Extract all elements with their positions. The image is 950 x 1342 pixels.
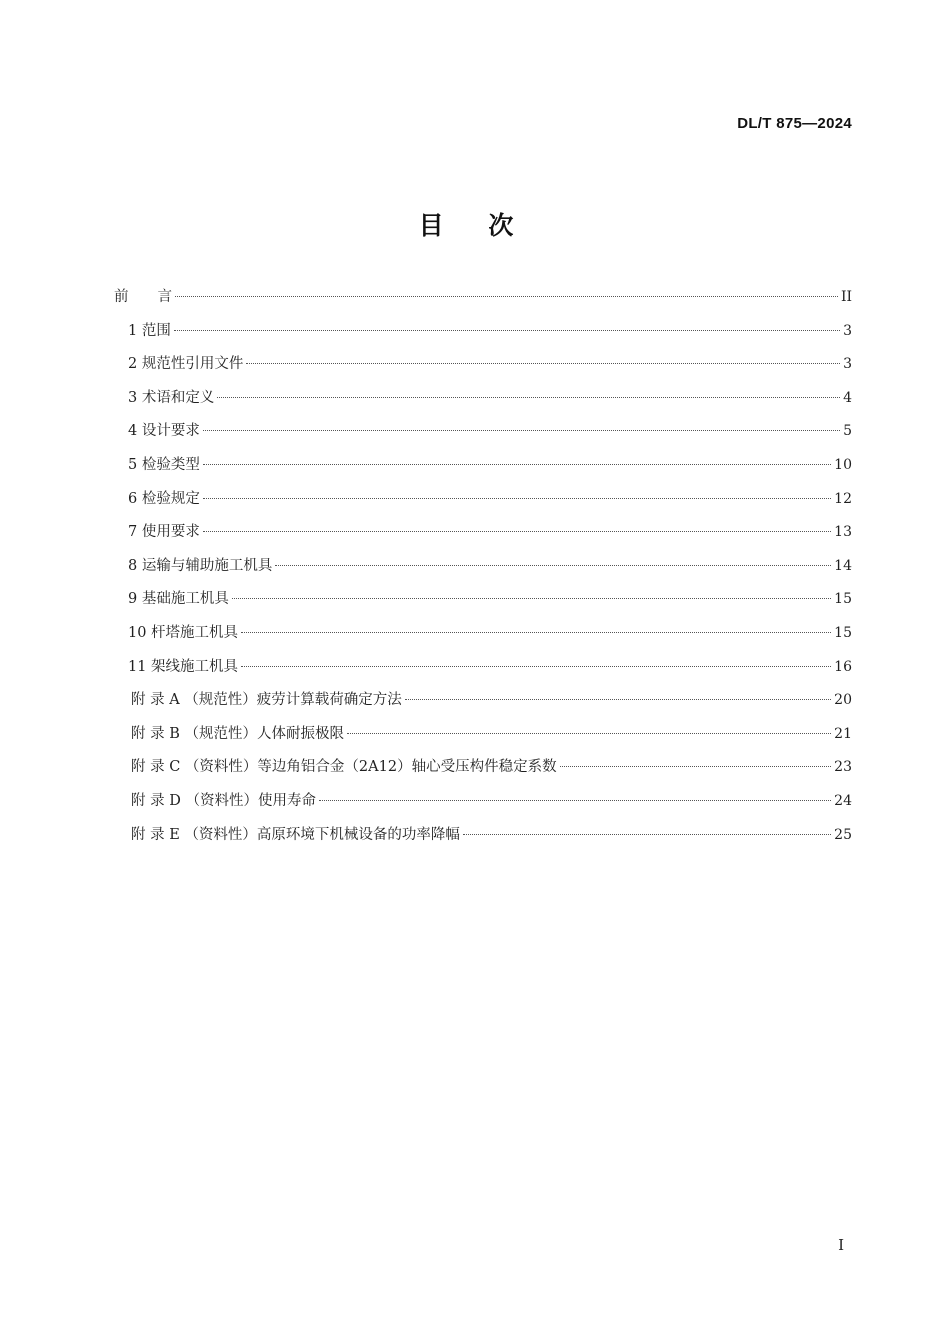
toc-entry-label: 10 杆塔施工机具: [128, 624, 239, 641]
toc-entry[interactable]: [114, 285, 852, 319]
toc-entry[interactable]: [114, 419, 852, 453]
toc-entry-page: 5: [843, 423, 852, 440]
toc-entry-page: 3: [843, 322, 852, 339]
toc-entry-label: 1 范围: [128, 322, 171, 339]
toc-leader-dots: [405, 699, 831, 700]
toc-leader-dots: [232, 598, 831, 599]
toc-leader-dots: [241, 666, 831, 667]
toc-entry-page: 15: [834, 624, 852, 641]
toc-leader-dots: [463, 834, 831, 835]
toc-leader-dots: [246, 363, 840, 364]
toc-entry-page: 16: [834, 658, 852, 675]
toc-entry-label: 附 录 C （资料性）等边角铝合金（2A12）轴心受压构件稳定系数: [131, 759, 557, 776]
toc-entry-page: II: [840, 289, 852, 305]
toc-entry-page: 20: [834, 692, 852, 709]
toc-entry-label: 附 录 D （资料性）使用寿命: [131, 792, 316, 809]
toc-entry-label: 4 设计要求: [128, 423, 200, 440]
toc-entry-label: 11 架线施工机具: [128, 658, 239, 675]
toc-leader-dots: [275, 565, 831, 566]
toc-entry-label: 前 言: [114, 289, 172, 305]
page-number: I: [838, 1236, 844, 1254]
toc-entry-page: 25: [834, 826, 852, 843]
toc-entry-label: 6 检验规定: [128, 490, 200, 507]
toc-entry[interactable]: [114, 386, 852, 420]
toc-entry-label: 5 检验类型: [128, 456, 200, 473]
toc-entry[interactable]: [114, 823, 852, 857]
toc-entry-page: 15: [834, 591, 852, 608]
toc-entry-page: 14: [834, 557, 852, 574]
toc-entry-page: 13: [834, 524, 852, 541]
toc-entry[interactable]: [114, 554, 852, 588]
toc-entry-label: 附 录 A （规范性）疲劳计算载荷确定方法: [131, 692, 402, 709]
toc-entry[interactable]: [114, 621, 852, 655]
toc-entry-label: 8 运输与辅助施工机具: [128, 557, 273, 574]
toc-entry-page: 21: [834, 725, 852, 742]
toc-leader-dots: [175, 296, 838, 297]
toc-entry-page: 23: [834, 759, 852, 776]
toc-leader-dots: [203, 464, 831, 465]
toc-entry[interactable]: [114, 755, 852, 789]
toc-leader-dots: [241, 632, 831, 633]
toc-entry[interactable]: [114, 319, 852, 353]
toc-entry[interactable]: [114, 352, 852, 386]
toc-entry-page: 24: [834, 792, 852, 809]
toc-leader-dots: [560, 766, 832, 767]
toc-entry-page: 10: [834, 456, 852, 473]
toc-entry-label: 附 录 E （资料性）高原环境下机械设备的功率降幅: [131, 826, 460, 843]
toc-entry[interactable]: [114, 453, 852, 487]
toc-entry[interactable]: [114, 688, 852, 722]
toc-entry[interactable]: [114, 487, 852, 521]
toc-leader-dots: [203, 498, 831, 499]
toc-entry[interactable]: [114, 587, 852, 621]
toc-leader-dots: [203, 430, 840, 431]
toc-entry-label: 附 录 B （规范性）人体耐振极限: [131, 725, 344, 742]
toc-entry[interactable]: [114, 722, 852, 756]
toc-entry-label: 7 使用要求: [128, 524, 200, 541]
toc-leader-dots: [347, 733, 831, 734]
toc-title: 目 次: [418, 211, 532, 240]
toc-leader-dots: [203, 531, 831, 532]
toc-entry[interactable]: [114, 520, 852, 554]
toc-entry-page: 4: [843, 389, 852, 406]
toc-entry-label: 2 规范性引用文件: [128, 356, 244, 373]
toc-entry-page: 12: [834, 490, 852, 507]
toc-leader-dots: [319, 800, 831, 801]
toc-entry[interactable]: [114, 655, 852, 689]
toc-leader-dots: [217, 397, 840, 398]
toc-leader-dots: [174, 330, 840, 331]
toc-entry-label: 3 术语和定义: [128, 389, 215, 406]
toc-entry[interactable]: [114, 789, 852, 823]
table-of-contents: [114, 285, 852, 856]
toc-entry-label: 9 基础施工机具: [128, 591, 229, 608]
standard-code: DL/T 875—2024: [737, 115, 852, 132]
toc-entry-page: 3: [843, 356, 852, 373]
